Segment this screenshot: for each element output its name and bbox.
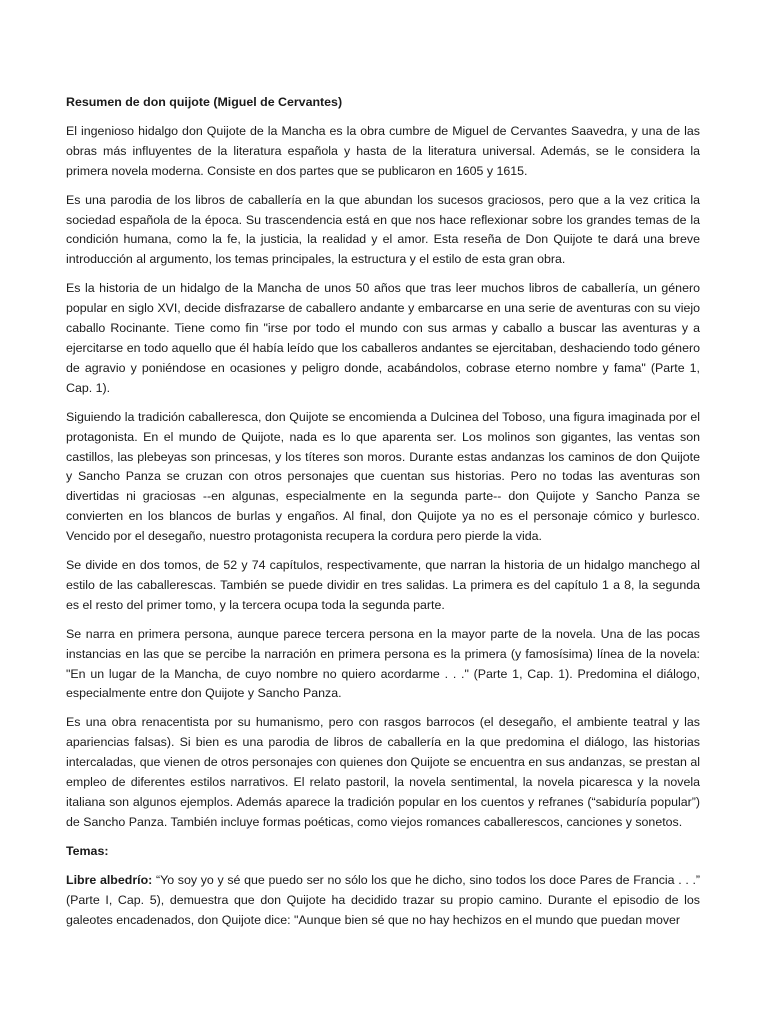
paragraph-intro: El ingenioso hidalgo don Quijote de la Mancha es la obra cumbre de Miguel de Cervantes Saavedra, y una de las obras más influyentes de la literatura española y hasta de la literatura universal. Además, se le considera la primera novela moderna. Consiste en dos partes que se publicaron en 1605 y 1615.	[66, 123, 700, 178]
paragraph-style: Es una obra renacentista por su humanismo, pero con rasgos barrocos (el desegaño, el ambiente teatral y las apariencias falsas). Si bien es una parodia de libros de caballería en la que predomina el diálogo, las historias intercaladas, que vienen de otros personajes con quienes don Quijote se encuentra en sus andanzas, se prestan al empleo de diferentes estilos narrativos. El relato pastoril, la novela sentimental, la novela picaresca y la novela italiana son algunos ejemplos. Además aparece la tradición popular en los cuentos y refranes (“sabiduría popular”) de Sancho Panza. También incluye formas poéticas, como viejos romances caballerescos, canciones y sonetos.	[66, 715, 700, 829]
document-title: Resumen de don quijote (Miguel de Cervantes)	[66, 95, 343, 109]
paragraph-dulcinea: Siguiendo la tradición caballeresca, don Quijote se encomienda a Dulcinea del Toboso, una figura imaginada por el protagonista. En el mundo de Quijote, nada es lo que aparenta ser. Los molinos son gigantes, las ventas son castillos, las plebeyas son princesas, y los títeres son moros. Durante estas andanzas los caminos de don Quijote y Sancho Panza se cruzan con otros personajes que cuentan sus historias. Pero no todas las aventuras son divertidas ni graciosas --en algunas, especialmente en la segunda parte-- don Quijote y Sancho Panza se convierten en los blancos de burlas y engaños. Al final, don Quijote ya no es el personaje cómico y burlesco. Vencido por el desegaño, nuestro protagonista recupera la cordura pero pierde la vida.	[66, 409, 700, 544]
paragraph-narration: Se narra en primera persona, aunque parece tercera persona en la mayor parte de la novela. Una de las pocas instancias en las que se percibe la narración en primera persona es la primera (y famosísima) línea de la novela: "En un lugar de la Mancha, de cuyo nombre no quiero acordarme . . ." (Parte 1, Cap. 1). Predomina el diálogo, especialmente entre don Quijote y Sancho Panza.	[66, 626, 700, 701]
themes-heading: Temas:	[66, 843, 109, 858]
paragraph-theme-free-will	[66, 871, 700, 931]
document-page	[66, 93, 700, 939]
theme-text: “Yo soy yo y sé que puedo ser no sólo los que he dicho, sino todos los doce Pares de Francia . . .” (Parte I, Cap. 5), demuestra que don Quijote ha decidido trazar su propio camino. Durante el episodio de los galeotes encadenados, don Quijote dice: "Aunque bien sé que no hay hechizos en el mundo que puedan mover	[66, 872, 701, 927]
theme-label: Libre albedrío:	[66, 872, 153, 887]
paragraph-plot: Es la historia de un hidalgo de la Mancha de unos 50 años que tras leer muchos libros de caballería, un género popular en siglo XVI, decide disfrazarse de caballero andante y embarcarse en una serie de aventuras con su viejo caballo Rocinante. Tiene como fin "irse por todo el mundo con sus armas y caballo a buscar las aventuras y a ejercitarse en todo aquello que él había leído que los caballeros andantes se ejercitaban, deshaciendo todo género de agravio y poniéndose en ocasiones y peligro donde, acabándolos, cobrase eterno nombre y fama" (Parte 1, Cap. 1).	[66, 281, 700, 395]
paragraph-structure: Se divide en dos tomos, de 52 y 74 capítulos, respectivamente, que narran la historia de un hidalgo manchego al estilo de las caballerescas. También se puede dividir en tres salidas. La primera es del capítulo 1 a 8, la segunda es el resto del primer tomo, y la tercera ocupa toda la segunda parte.	[66, 558, 700, 612]
paragraph-parody: Es una parodia de los libros de caballería en la que abundan los sucesos graciosos, pero que a la vez critica la sociedad española de la época. Su trascendencia está en que nos hace reflexionar sobre los grandes temas de la condición humana, como la fe, la justicia, la realidad y el amor. Esta reseña de Don Quijote te dará una breve introducción al argumento, los temas principales, la estructura y el estilo de esta gran obra.	[66, 192, 700, 267]
